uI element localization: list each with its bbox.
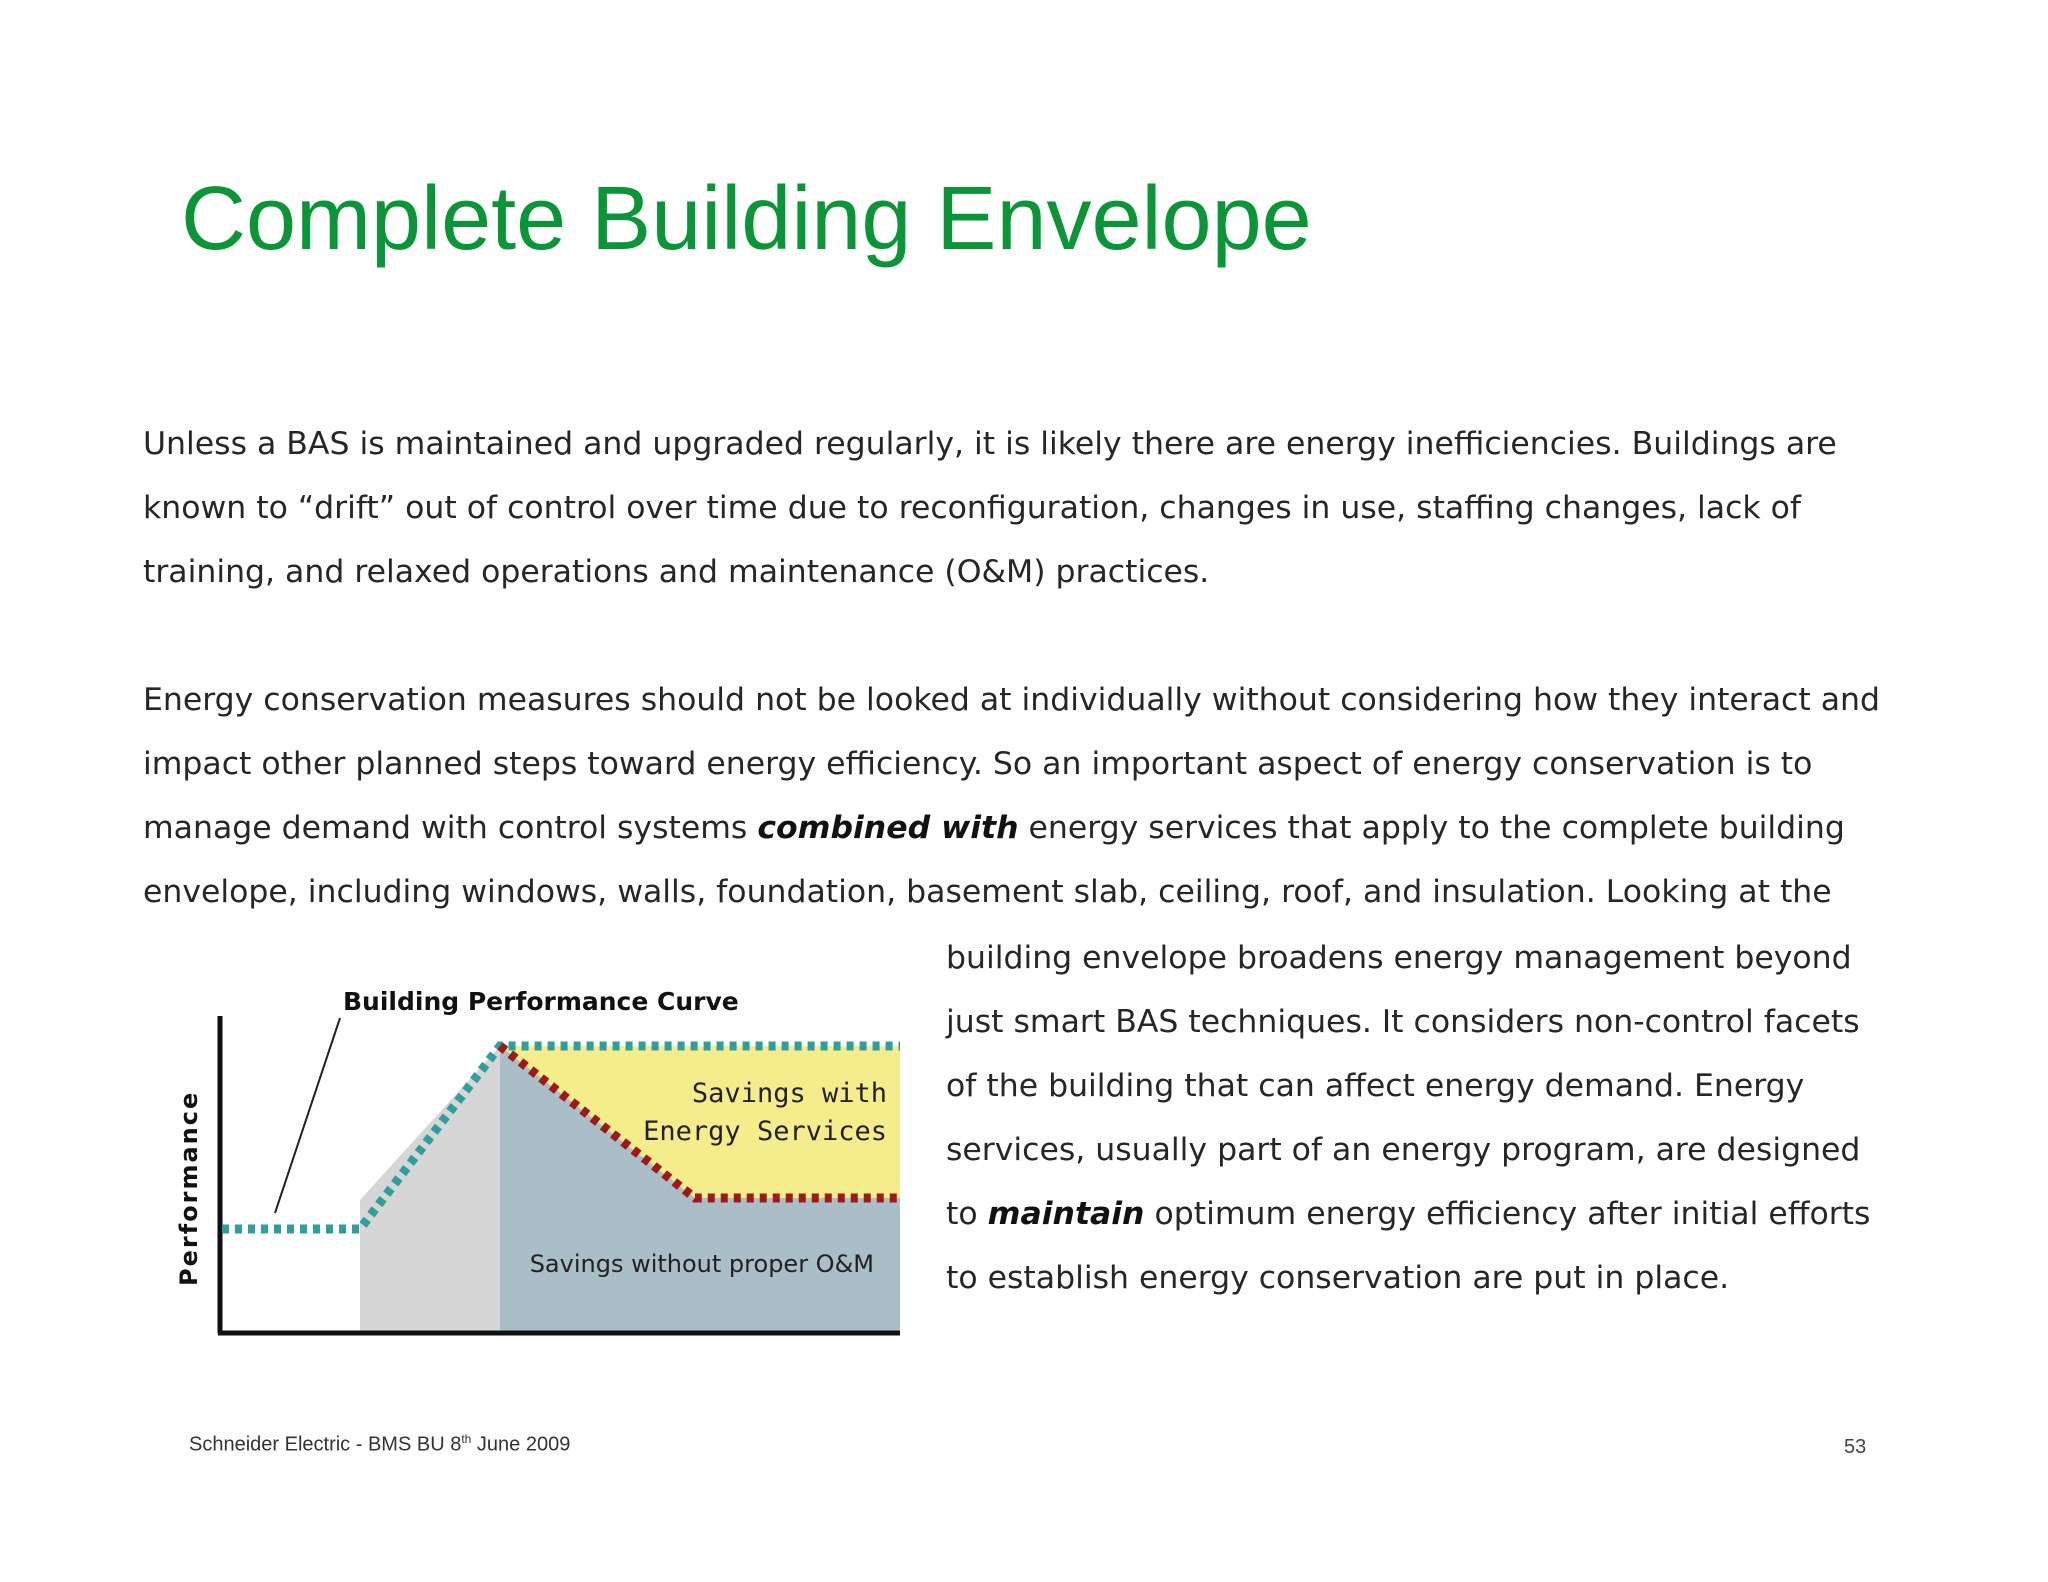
paragraph-1-line: training, and relaxed operations and maintenance (O&M) practices. — [143, 554, 1210, 590]
upper-region-label-line2: Energy Services — [643, 1116, 887, 1147]
y-axis-label: Performance — [175, 1090, 203, 1286]
text-run: manage demand with control systems — [143, 810, 758, 846]
building-performance-figure — [160, 980, 920, 1340]
text-run: energy services that apply to the complete building — [1018, 810, 1845, 846]
paragraph-1 — [143, 412, 1863, 604]
callout-label: Building Performance Curve — [343, 987, 739, 1016]
paragraph-2-line: impact other planned steps toward energy efficiency. So an important aspect of energy conservation is to — [143, 746, 1813, 782]
paragraph-2-line: envelope, including windows, walls, foundation, basement slab, ceiling, roof, and insulation. Looking at the — [143, 874, 1832, 910]
light-grey-region — [360, 1046, 500, 1332]
paragraph-3-line: of the building that can affect energy demand. Energy — [946, 1068, 1805, 1104]
callout-leader-line — [275, 1018, 340, 1213]
paragraph-3 — [946, 926, 1871, 1310]
footer-text-run: June 2009 — [471, 1433, 571, 1456]
paragraph-3-line — [946, 1182, 1871, 1246]
emphasis-maintain: maintain — [987, 1196, 1145, 1232]
paragraph-3-line: just smart BAS techniques. It considers non-control facets — [946, 1004, 1860, 1040]
page-number: 53 — [1844, 1436, 1867, 1458]
text-run: optimum energy efficiency after initial efforts — [1144, 1196, 1871, 1232]
paragraph-2 — [143, 668, 1881, 924]
footer-text-run: Schneider Electric - BMS BU 8 — [189, 1433, 462, 1456]
paragraph-3-line: building envelope broadens energy management beyond — [946, 940, 1852, 976]
paragraph-1-line: Unless a BAS is maintained and upgraded regularly, it is likely there are energy inefficiencies. Buildings are — [143, 426, 1837, 462]
paragraph-1-line: known to “drift” out of control over time due to reconfiguration, changes in use, staffing changes, lack of — [143, 490, 1802, 526]
lower-region-label: Savings without proper O&M — [529, 1250, 874, 1278]
paragraph-2-line: Energy conservation measures should not be looked at individually without considering how they interact and — [143, 682, 1881, 718]
footer-text — [189, 1432, 570, 1457]
footer-superscript: th — [461, 1432, 472, 1446]
upper-region-label-line1: Savings with — [691, 1078, 887, 1109]
paragraph-3-line: services, usually part of an energy program, are designed — [946, 1132, 1861, 1168]
paragraph-3-line: to establish energy conservation are put in place. — [946, 1260, 1730, 1296]
slide-title: Complete Building Envelope — [181, 169, 1312, 269]
emphasis-combined-with: combined with — [757, 810, 1019, 846]
paragraph-2-line — [143, 796, 1863, 860]
text-run: to — [946, 1196, 988, 1232]
